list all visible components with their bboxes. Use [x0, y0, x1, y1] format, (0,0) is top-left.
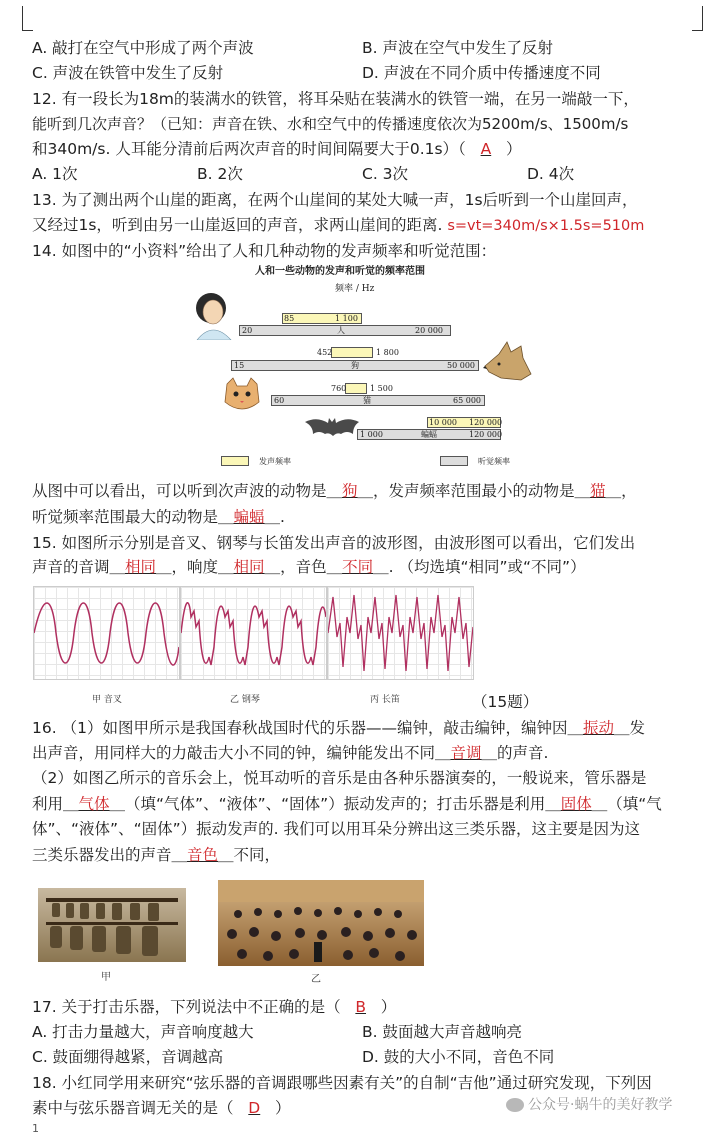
waveform-tuning-fork [33, 586, 180, 680]
legend-hear-label: 听觉频率 [478, 457, 510, 466]
q12-answer: A [480, 140, 492, 158]
human-illustration [191, 290, 235, 340]
q17-option-c: C. 鼓面绷得越紧，音调越高 [32, 1048, 224, 1066]
q15-answer-timbre: 不同 [342, 558, 374, 576]
watermark [506, 1094, 672, 1114]
cat-name: 猫 [363, 396, 371, 405]
q18-answer: D [248, 1099, 261, 1117]
q12-option-d: D. 4次 [527, 165, 575, 183]
q16-line1 [32, 718, 708, 738]
q11-option-d: D. 声波在不同介质中传播速度不同 [362, 64, 601, 82]
dog-hear-low: 15 [234, 361, 245, 370]
q16-text4a: 利用＿ [32, 795, 79, 813]
q16-line3: （2）如图乙所示的音乐会上，悦耳动听的音乐是由各种乐器演奏的，一般说来，管乐器是 [32, 769, 647, 787]
q14-text2b: ＿. [264, 508, 285, 526]
q16-line2 [32, 743, 708, 763]
q17-option-d: D. 鼓的大小不同，音色不同 [362, 1048, 555, 1066]
q12-line3 [32, 139, 708, 159]
dog-voice-high: 1 800 [376, 348, 399, 357]
q14-answer-line1 [32, 481, 708, 501]
figure-title: 人和一些动物的发声和听觉的频率范围 [255, 266, 425, 277]
q15-text-b: ＿，响度＿ [156, 558, 234, 576]
caption-flute: 丙 长笛 [370, 695, 400, 705]
waveform-piano [180, 586, 327, 680]
q15-text-d: ＿. （均选填“相同”或“不同”） [373, 558, 586, 576]
human-voice-high: 1 100 [335, 314, 358, 323]
caption-piano: 乙 钢琴 [230, 695, 260, 705]
q14-text2a: 听觉频率范围最大的动物是＿ [32, 508, 234, 526]
q13-line2-text: 又经过1s，听到由另一山崖返回的声音，求两山崖间的距离. [32, 216, 443, 234]
q16-line6 [32, 845, 708, 865]
bat-illustration [303, 414, 361, 444]
q12-option-a: A. 1次 [32, 165, 78, 183]
q14-line1: 14. 如图中的“小资料”给出了人和几种动物的发声频率和听觉范围： [32, 242, 497, 260]
wechat-icon [506, 1098, 524, 1112]
q16-text6b: ＿不同， [218, 846, 281, 864]
corner-mark-right [692, 6, 703, 31]
q16-text1: 16. （1）如图甲所示是我国春秋战国时代的乐器——编钟，敲击编钟，编钟因＿ [32, 719, 583, 737]
q16-answer-pitch: 音调 [450, 744, 482, 762]
dog-voice-low: 452 [317, 348, 333, 357]
human-name: 人 [337, 326, 345, 335]
figure-axis-label: 频率 / Hz [335, 284, 375, 294]
bat-name: 蝙蝠 [421, 430, 437, 439]
q14-text1c: ＿， [605, 482, 637, 500]
cat-hear-low: 60 [274, 396, 285, 405]
cat-illustration [221, 376, 263, 416]
watermark-text: 公众号·蜗牛的美好教学 [528, 1097, 673, 1113]
cat-hear-high: 65 000 [453, 396, 481, 405]
q13-answer: s=vt=340m/s×1.5s=510m [447, 218, 645, 234]
q14-text1b: ＿，发声频率范围最小的动物是＿ [357, 482, 591, 500]
frequency-figure [185, 264, 540, 474]
q15-answer-pitch: 相同 [125, 558, 157, 576]
q16-answer-vibration: 振动 [582, 719, 614, 737]
page-number: 1 [32, 1122, 39, 1135]
q15-text-c: ＿，音色＿ [264, 558, 343, 576]
q16-text6a: 三类乐器发出的声音＿ [32, 846, 188, 864]
q17-option-b: B. 鼓面越大声音越响亮 [362, 1023, 522, 1041]
legend-voice-label: 发声频率 [259, 457, 291, 466]
q15-line2 [32, 557, 708, 577]
dog-name: 狗 [351, 361, 359, 370]
photo-bianzhong [38, 888, 186, 962]
q15-figure-label: （15题） [472, 693, 539, 711]
q14-answer-line2 [32, 507, 708, 527]
q18-text: 素中与弦乐器音调无关的是（ [32, 1099, 234, 1117]
q14-text1a: 从图中可以看出，可以听到次声波的动物是＿ [32, 482, 343, 500]
q17-answer: B [355, 998, 367, 1016]
q12-option-c: C. 3次 [362, 165, 409, 183]
q17-option-a: A. 打击力量越大，声音响度越大 [32, 1023, 254, 1041]
caption-orchestra: 乙 [311, 974, 321, 985]
caption-bianzhong: 甲 [101, 972, 111, 983]
q15-answer-loudness: 相同 [233, 558, 265, 576]
q11-option-a: A. 敲打在空气中形成了两个声波 [32, 39, 254, 57]
bat-voice-low: 10 000 [429, 418, 457, 427]
q14-answer-dog: 狗 [342, 482, 358, 500]
q16-answer-timbre: 音色 [187, 846, 219, 864]
q16-text2a: 出声音，用同样大的力敲击大小不同的钟，编钟能发出不同＿ [32, 744, 451, 762]
cat-voice-bar [345, 383, 367, 394]
q17-text-end: ） [380, 998, 397, 1016]
q13-line2 [32, 215, 708, 236]
waveform-flute [327, 586, 474, 680]
q11-option-b: B. 声波在空气中发生了反射 [362, 39, 553, 57]
q16-line4 [32, 794, 708, 814]
q12-line1: 12. 有一段长为18m的装满水的铁管，将耳朵贴在装满水的铁管一端，在另一端敲一下， [32, 90, 639, 108]
q14-answer-bat: 蝙蝠 [233, 508, 265, 526]
dog-voice-bar [331, 347, 373, 358]
q18-text-end: ） [275, 1099, 291, 1117]
q12-line3-text: 和340m/s. 人耳能分清前后两次声音的时间间隔要大于0.1s）（ [32, 140, 466, 158]
q17-text: 17. 关于打击乐器，下列说法中不正确的是（ [32, 998, 341, 1016]
legend-voice-swatch [221, 456, 249, 466]
human-hear-high: 20 000 [415, 326, 443, 335]
q16-text4b: ＿（填“气体”、“液体”、“固体”）振动发声的；打击乐器是利用＿ [109, 795, 561, 813]
q12-line2: 能听到几次声音？（已知：声音在铁、水和空气中的传播速度依次为5200m/s、1500m/s [32, 115, 629, 133]
caption-tuning-fork: 甲 音叉 [92, 695, 122, 705]
cat-voice-low: 760 [331, 384, 347, 393]
q16-answer-solid: 固体 [560, 795, 592, 813]
q14-answer-cat: 猫 [590, 482, 606, 500]
q13-line1: 13. 为了测出两个山崖的距离，在两个山崖间的某处大喊一声，1s后听到一个山崖回声， [32, 191, 638, 209]
q15-text-a: 声音的音调＿ [32, 558, 126, 576]
q18-line1: 18. 小红同学用来研究“弦乐器的音调跟哪些因素有关”的自制“吉他”通过研究发现，下列因 [32, 1074, 652, 1092]
bat-hear-high: 120 000 [469, 430, 503, 439]
corner-mark-left [22, 6, 33, 31]
q16-text2b: ＿的声音. [481, 744, 549, 762]
human-hear-low: 20 [242, 326, 253, 335]
q17-line1 [32, 997, 708, 1017]
dog-illustration [481, 340, 533, 382]
dog-hear-high: 50 000 [447, 361, 475, 370]
q11-option-c: C. 声波在铁管中发生了反射 [32, 64, 224, 82]
legend-hear-swatch [440, 456, 468, 466]
q16-text4c: ＿（填“气 [591, 795, 662, 813]
q12-option-b: B. 2次 [197, 165, 243, 183]
cat-voice-high: 1 500 [370, 384, 393, 393]
bat-voice-high: 120 000 [469, 418, 503, 427]
q16-text1-end: ＿发 [613, 719, 645, 737]
q12-line3-end: ） [505, 140, 522, 158]
human-voice-low: 85 [284, 314, 295, 323]
q15-line1: 15. 如图所示分别是音叉、钢琴与长笛发出声音的波形图，由波形图可以看出，它们发出 [32, 534, 636, 552]
bat-hear-low: 1 000 [360, 430, 383, 439]
q16-answer-gas: 气体 [78, 795, 110, 813]
photo-orchestra [218, 880, 424, 966]
q16-line5: 体”、“液体”、“固体”）振动发声的. 我们可以用耳朵分辨出这三类乐器，这主要是因为这 [32, 820, 641, 838]
